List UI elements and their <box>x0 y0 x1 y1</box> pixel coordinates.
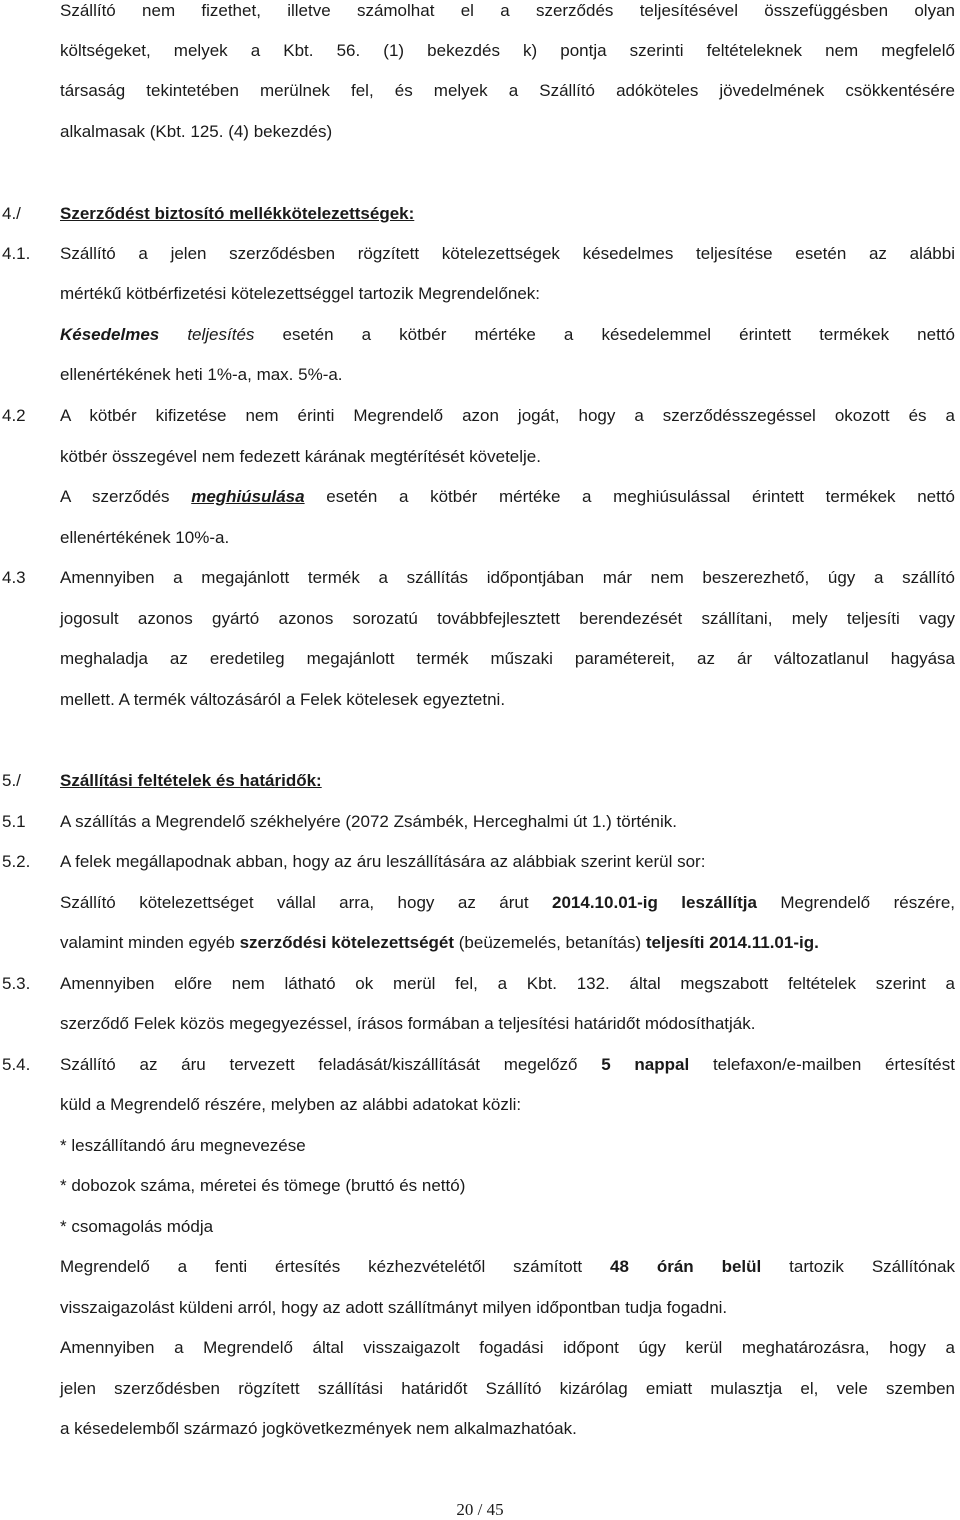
text: Megrendelő részére, <box>780 893 955 912</box>
paragraph-line <box>60 486 955 508</box>
paragraph-line: mellett. A termék változásáról a Felek kötelesek egyeztetni. <box>60 690 506 709</box>
clause-number: 4.3 <box>2 568 26 587</box>
bold-text: 48 órán belül <box>610 1257 762 1276</box>
list-item: * dobozok száma, méretei és tömege (bruttó és nettó) <box>60 1176 466 1195</box>
text: . <box>814 933 819 952</box>
emphasis-text: Késedelmes <box>60 325 160 344</box>
paragraph-line: kötbér összegével nem fedezett kárának megtérítését követelje. <box>60 447 541 466</box>
deadline-text: teljesíti 2014.11.01-ig <box>645 933 815 952</box>
paragraph-line: költségeket, melyek a Kbt. 56. (1) bekezdés k) pontja szerinti feltételeknek nem megfelelő <box>60 41 955 60</box>
text: Szállító az áru tervezett feladását/kiszállítását megelőző <box>60 1055 578 1074</box>
paragraph-line: visszaigazolást küldeni arról, hogy az adott szállítmányt milyen időpontban tudja fogadni. <box>60 1298 728 1317</box>
paragraph-line: a késedelemből származó jogkövetkezmények nem alkalmazhatóak. <box>60 1419 577 1438</box>
bold-text: szerződési kötelezettségét <box>239 933 455 952</box>
paragraph-line <box>60 324 955 346</box>
emphasis-text: meghiúsulása <box>191 487 305 506</box>
clause-number: 5.1 <box>2 812 26 831</box>
paragraph-line: Amennyiben előre nem látható ok merül fel, a Kbt. 132. által megszabott feltételek szerint a <box>60 974 955 993</box>
clause-number: 4.2 <box>2 406 26 425</box>
text: Szállító kötelezettséget vállal arra, hogy az árut <box>60 893 529 912</box>
text: valamint minden egyéb <box>60 933 235 952</box>
text: (beüzemelés, betanítás) <box>458 933 642 952</box>
paragraph-line: meghaladja az eredetileg megajánlott termék műszaki paramétereit, az ár változatlanul hagyása <box>60 649 955 668</box>
text: tartozik Szállítónak <box>789 1257 955 1276</box>
text: esetén a kötbér mértéke a késedelemmel érintett termékek nettó <box>282 325 955 344</box>
text: A szerződés <box>60 487 170 506</box>
bold-text: 5 nappal <box>601 1055 690 1074</box>
clause-number: 5.2. <box>2 852 31 871</box>
deadline-text: 2014.10.01-ig leszállítja <box>552 893 757 912</box>
paragraph-line: alkalmasak (Kbt. 125. (4) bekezdés) <box>60 122 333 141</box>
paragraph-line: jelen szerződésben rögzített szállítási határidőt Szállító kizárólag emiatt mulasztja el, vele szemben <box>60 1379 955 1398</box>
paragraph-line: A szállítás a Megrendelő székhelyére (2072 Zsámbék, Herceghalmi út 1.) történik. <box>60 812 678 831</box>
paragraph-line <box>60 1054 955 1076</box>
paragraph-line: Amennyiben a megajánlott termék a szállítás időpontjában már nem beszerezhető, úgy a szállító <box>60 568 955 587</box>
paragraph-line: A kötbér kifizetése nem érinti Megrendelő azon jogát, hogy a szerződésszegéssel okozott és a <box>60 406 955 425</box>
paragraph-line: társaság tekintetében merülnek fel, és melyek a Szállító adóköteles jövedelmének csökkentésére <box>60 81 955 100</box>
paragraph-line: Szállító nem fizethet, illetve számolhat el a szerződés teljesítésével összefüggésben olyan <box>60 1 955 20</box>
paragraph-line: mértékű kötbérfizetési kötelezettséggel tartozik Megrendelőnek: <box>60 284 541 303</box>
section-number: 4./ <box>2 204 21 223</box>
text: telefaxon/e-mailben értesítést <box>712 1055 955 1074</box>
paragraph-line: Szállító a jelen szerződésben rögzített kötelezettségek késedelmes teljesítése esetén az alábbi <box>60 244 955 263</box>
list-item: * csomagolás módja <box>60 1217 214 1236</box>
section-number: 5./ <box>2 771 21 790</box>
paragraph-line: küld a Megrendelő részére, melyben az alábbi adatokat közli: <box>60 1095 522 1114</box>
paragraph-line: A felek megállapodnak abban, hogy az áru leszállítására az alábbiak szerint kerül sor: <box>60 852 706 871</box>
paragraph-line: ellenértékének heti 1%-a, max. 5%-a. <box>60 365 343 384</box>
paragraph-line <box>60 932 819 954</box>
paragraph-line <box>60 892 955 914</box>
section-title: Szerződést biztosító mellékkötelezettségek: <box>60 204 415 223</box>
paragraph-line: szerződő Felek közös megegyezéssel, írásos formában a teljesítési határidőt módosíthatják. <box>60 1014 756 1033</box>
clause-number: 5.4. <box>2 1055 31 1074</box>
italic-text: teljesítés <box>187 325 255 344</box>
paragraph-line <box>60 1256 955 1278</box>
clause-number: 4.1. <box>2 244 31 263</box>
clause-number: 5.3. <box>2 974 31 993</box>
text: Megrendelő a fenti értesítés kézhezvételétől számított <box>60 1257 583 1276</box>
section-title: Szállítási feltételek és határidők: <box>60 771 322 790</box>
paragraph-line: ellenértékének 10%-a. <box>60 528 230 547</box>
page-number: 20 / 45 <box>456 1500 504 1519</box>
paragraph-line: jogosult azonos gyártó azonos sorozatú továbbfejlesztett berendezését szállítani, mely teljesíti vagy <box>60 609 955 628</box>
paragraph-line: Amennyiben a Megrendelő által visszaigazolt fogadási időpont úgy kerül meghatározásra, hogy a <box>60 1338 955 1357</box>
list-item: * leszállítandó áru megnevezése <box>60 1136 306 1155</box>
text: esetén a kötbér mértéke a meghiúsulással érintett termékek nettó <box>326 487 956 506</box>
